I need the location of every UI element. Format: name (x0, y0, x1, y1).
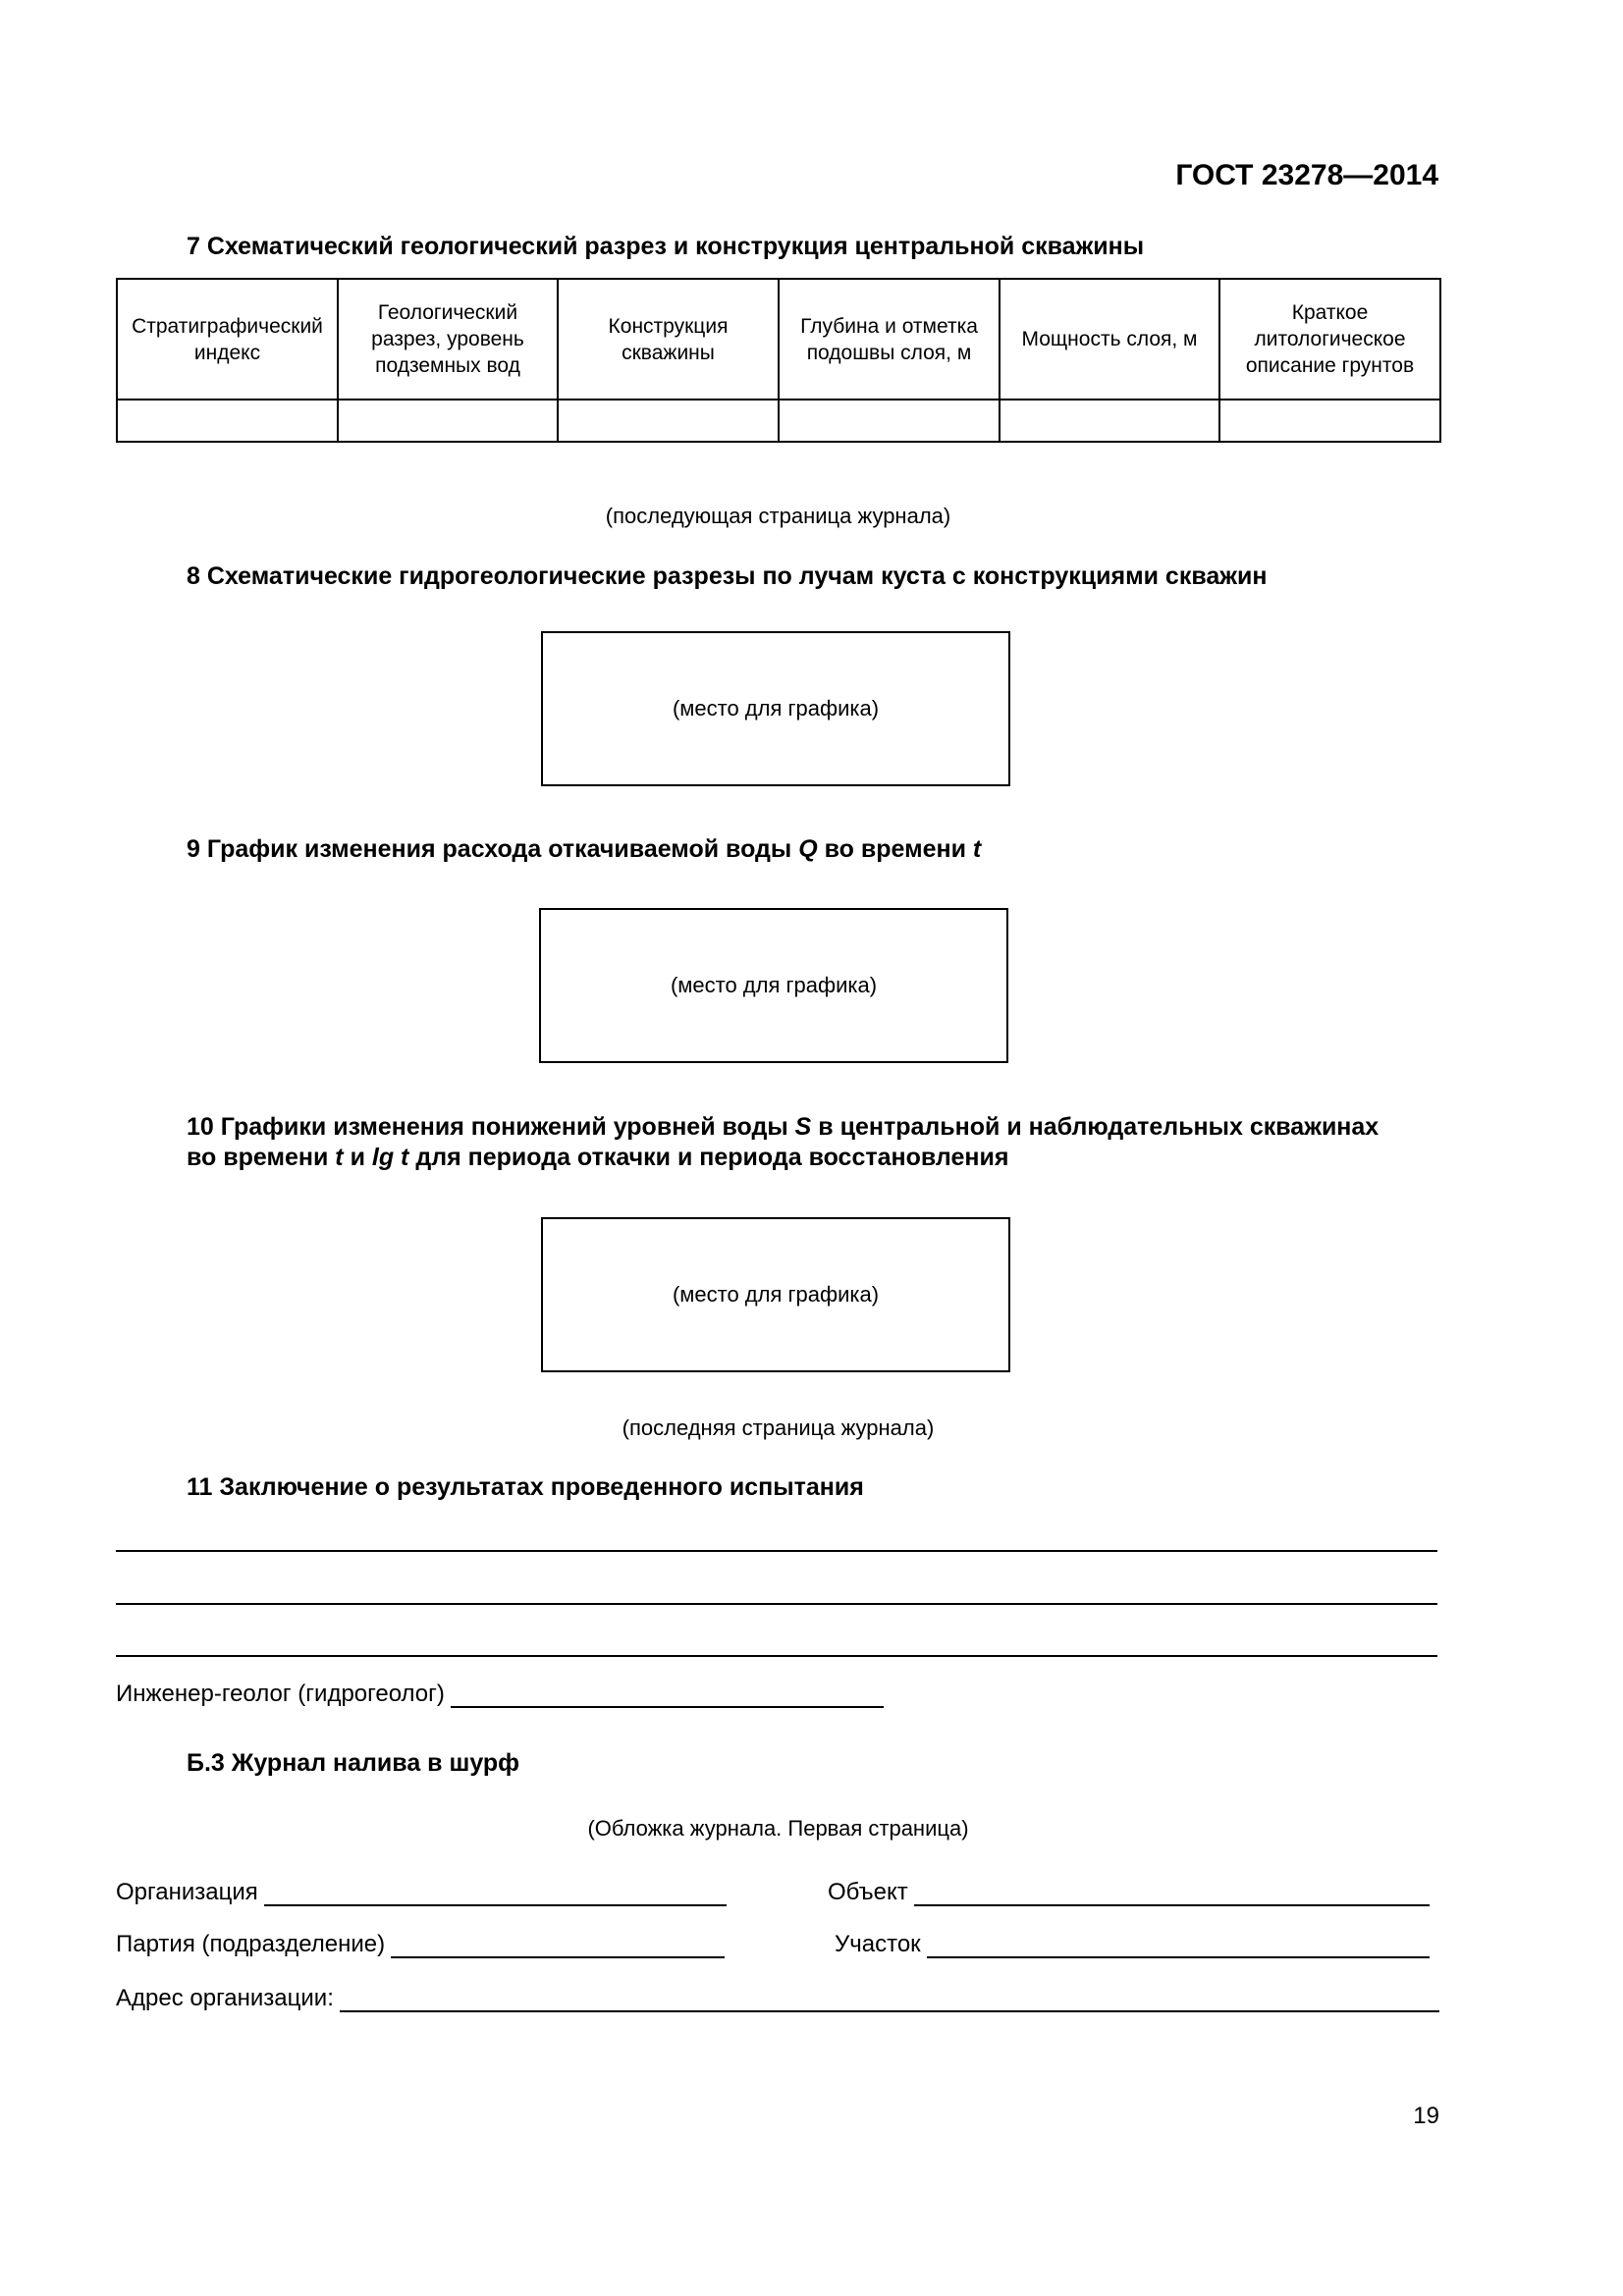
object-label: Объект (828, 1879, 908, 1905)
engineer-field (116, 1681, 884, 1708)
column-header: Стратиграфический индекс (117, 279, 338, 400)
table-cell (1000, 400, 1219, 442)
party-label: Партия (подразделение) (116, 1931, 386, 1957)
table-cell (338, 400, 558, 442)
table-cell (558, 400, 779, 442)
table-cell (779, 400, 1000, 442)
conclusion-line (116, 1603, 1437, 1605)
column-header: Краткое литологическое описание грунтов (1219, 279, 1440, 400)
conclusion-line (116, 1550, 1437, 1552)
section-b3-title: Б.3 Журнал налива в шурф (187, 1749, 520, 1777)
column-header: Геологический разрез, уровень подземных вод (338, 279, 558, 400)
site-label: Участок (835, 1931, 921, 1957)
signature-line (451, 1684, 884, 1708)
section-7-title: 7 Схематический геологический разрез и конструкция центральной скважины (187, 233, 1145, 260)
chart-placeholder-text: (место для графика) (670, 973, 878, 997)
chart-placeholder-text: (место для графика) (672, 1282, 880, 1307)
chart-placeholder-box (541, 631, 1010, 786)
chart-placeholder-text: (место для графика) (672, 696, 880, 721)
section-8-title: 8 Схематические гидрогеологические разрезы по лучам куста с конструкциями скважин (187, 562, 1268, 590)
engineer-label: Инженер-геолог (гидрогеолог) (116, 1681, 445, 1707)
site-field (835, 1931, 1430, 1958)
fill-line (927, 1935, 1430, 1958)
cover-caption: (Обложка журнала. Первая страница) (587, 1816, 969, 1841)
table-cell (1219, 400, 1440, 442)
conclusion-line (116, 1655, 1437, 1657)
last-page-caption: (последняя страница журнала) (622, 1415, 935, 1440)
fill-line (391, 1935, 725, 1958)
page-number: 19 (1413, 2103, 1439, 2129)
column-header: Конструкция скважины (558, 279, 779, 400)
party-field (116, 1931, 725, 1958)
section-10-title-line-2: во времени t и lg t для периода откачки и периода восстановления (187, 1144, 1009, 1171)
fill-line (914, 1883, 1430, 1906)
chart-placeholder-box (541, 1217, 1010, 1372)
table-row (117, 400, 1440, 442)
section-11-title: 11 Заключение о результатах проведенного испытания (187, 1473, 864, 1501)
next-page-caption: (последующая страница журнала) (605, 504, 951, 528)
section-9-title: 9 График изменения расхода откачиваемой воды Q во времени t (187, 835, 982, 863)
column-header: Глубина и отметка подошвы слоя, м (779, 279, 1000, 400)
chart-placeholder-box (539, 908, 1008, 1063)
section-10-title-line-1: 10 Графики изменения понижений уровней воды S в центральной и наблюдательных скважинах (187, 1113, 1380, 1141)
document-header: ГОСТ 23278—2014 (1175, 159, 1438, 191)
address-label: Адрес организации: (116, 1985, 334, 2011)
table-cell (117, 400, 338, 442)
fill-line (264, 1883, 727, 1906)
organization-field (116, 1879, 727, 1906)
organization-label: Организация (116, 1879, 258, 1905)
fill-line (340, 1989, 1439, 2012)
object-field (828, 1879, 1430, 1906)
address-field (116, 1985, 1439, 2012)
geology-table (116, 278, 1441, 443)
table-header-row (117, 279, 1440, 400)
column-header: Мощность слоя, м (1000, 279, 1219, 400)
